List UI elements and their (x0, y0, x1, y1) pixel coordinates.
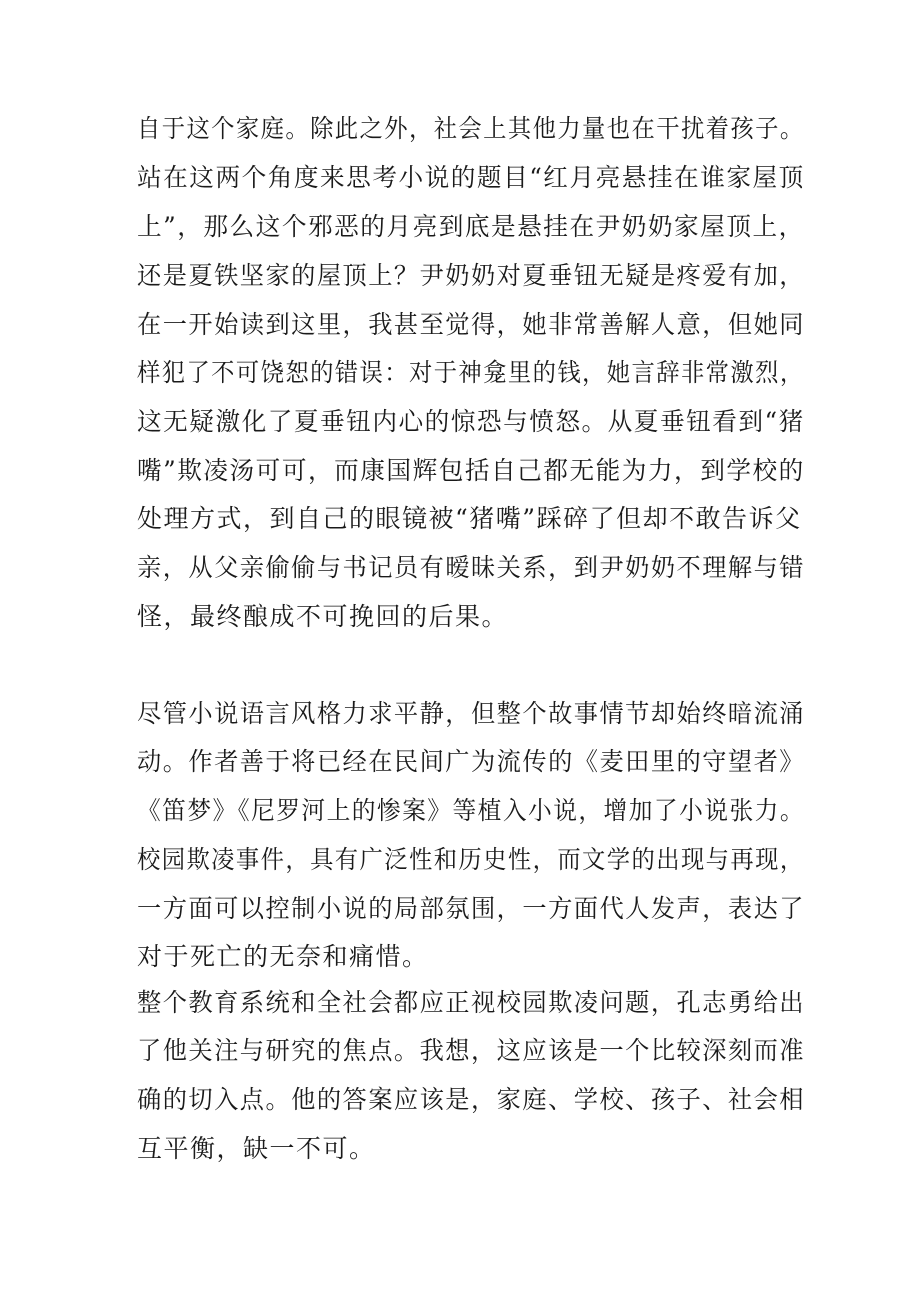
text-line: 怪，最终酿成不可挽回的后果。 (137, 602, 509, 631)
text-line: 对于死亡的无奈和痛惜。 (137, 942, 429, 971)
text-line: 互平衡，缺一不可。 (137, 1134, 376, 1163)
text-line: 这无疑激化了夏垂钮内心的惊恐与愤怒。从夏垂钮看到“猪 (137, 407, 805, 436)
text-line: 校园欺凌事件，具有广泛性和历史性，而文学的出现与再现， (137, 845, 805, 874)
text-line: 样犯了不可饶恕的错误：对于神龛里的钱，她言辞非常激烈， (137, 358, 805, 387)
text-line: 在一开始读到这里，我甚至觉得，她非常善解人意，但她同 (137, 310, 806, 339)
text-line: 整个教育系统和全社会都应正视校园欺凌问题，孔志勇给出 (137, 988, 806, 1017)
text-line: 一方面可以控制小说的局部氛围，一方面代人发声，表达了 (137, 894, 806, 923)
text-line: 《笛梦》《尼罗河上的惨案》等植入小说，增加了小说张力。 (137, 796, 806, 825)
text-line: 处理方式，到自己的眼镜被“猪嘴”踩碎了但却不敢告诉父 (137, 504, 802, 533)
text-line: 动。作者善于将已经在民间广为流传的《麦田里的守望者》 (137, 747, 806, 776)
text-line: 亲，从父亲偷偷与书记员有暧昧关系，到尹奶奶不理解与错 (137, 553, 806, 582)
text-line: 还是夏铁坚家的屋顶上？尹奶奶对夏垂钮无疑是疼爱有加， (137, 261, 806, 290)
text-line: 确的切入点。他的答案应该是，家庭、学校、孩子、社会相 (137, 1085, 806, 1114)
text-line: 了他关注与研究的焦点。我想，这应该是一个比较深刻而准 (137, 1036, 806, 1065)
text-line: 站在这两个角度来思考小说的题目“红月亮悬挂在谁家屋顶 (137, 163, 805, 192)
text-line: 嘴”欺凌汤可可，而康国辉包括自己都无能为力，到学校的 (137, 456, 805, 485)
text-line: 上”，那么这个邪恶的月亮到底是悬挂在尹奶奶家屋顶上， (137, 212, 805, 241)
text-line: 自于这个家庭。除此之外，社会上其他力量也在干扰着孩子。 (137, 114, 805, 143)
text-line: 尽管小说语言风格力求平静，但整个故事情节却始终暗流涌 (137, 699, 806, 728)
